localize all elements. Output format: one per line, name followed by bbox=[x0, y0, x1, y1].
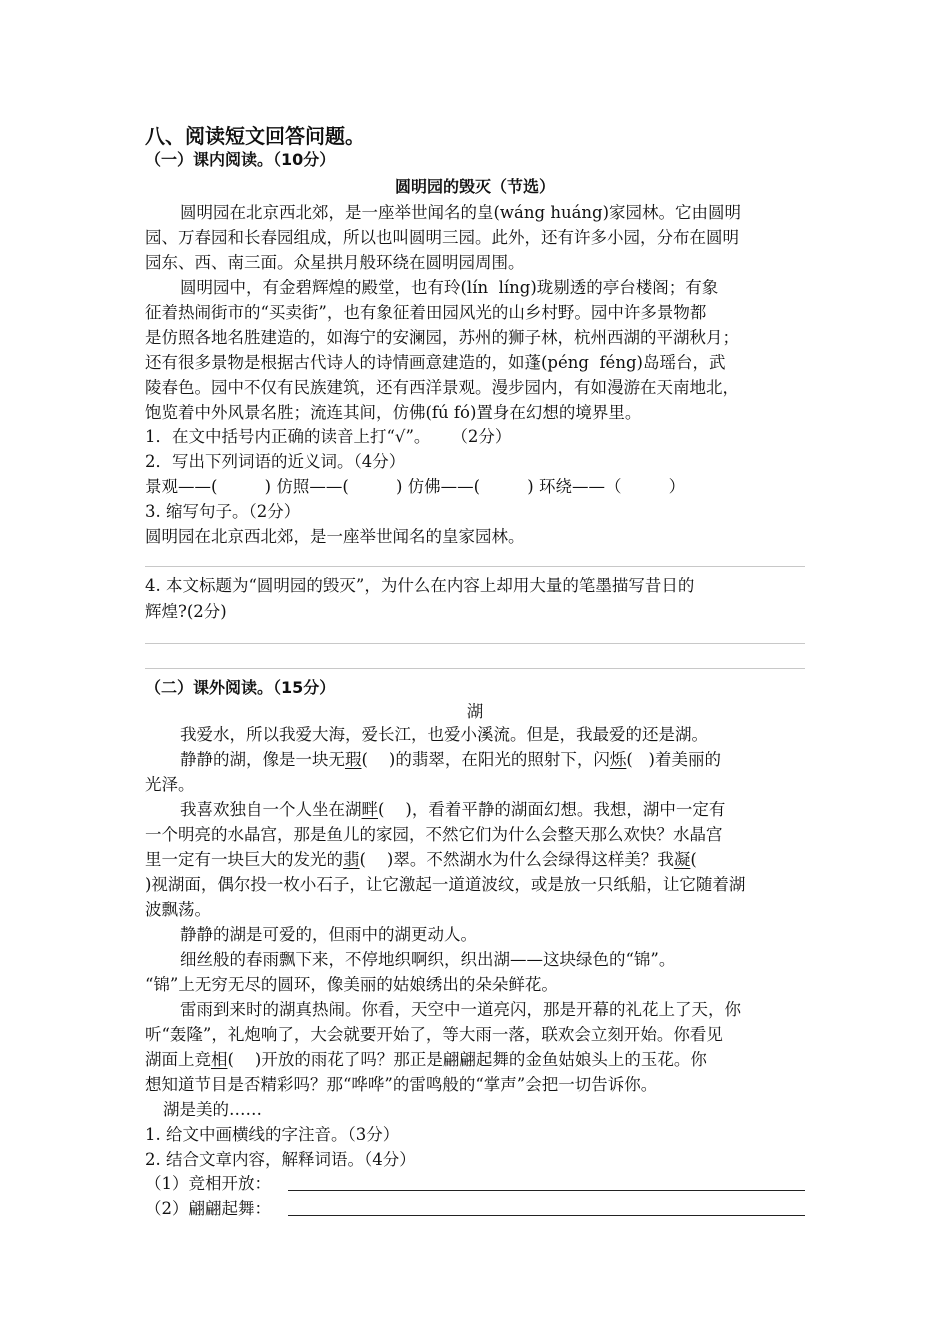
part2-p2-line2: 光泽。 bbox=[145, 775, 195, 794]
part2-p1: 我爱水，所以我爱大海，爱长江，也爱小溪流。但是，我最爱的还是湖。 bbox=[180, 725, 708, 744]
part1-p2-line5: 陵春色。园中不仅有民族建筑，还有西洋景观。漫步园内，有如漫游在天南地北， bbox=[145, 378, 739, 397]
part1-question-1: 1．在文中括号内正确的读音上打“√”。 （2分） bbox=[145, 427, 512, 446]
part1-p1-line1: 圆明园在北京西北郊，是一座举世闻名的皇(wáng huáng)家园林。它由圆明 bbox=[180, 203, 742, 222]
part1-p2-line3: 是仿照各地名胜建造的，如海宁的安澜园，苏州的狮子林，杭州西湖的平湖秋月； bbox=[145, 328, 739, 347]
part2-p3-line1: 我喜欢独自一个人坐在湖畔( )，看着平静的湖面幻想。我想，湖中一定有 bbox=[180, 800, 726, 819]
answer-line[interactable] bbox=[145, 668, 805, 669]
answer-line[interactable] bbox=[145, 566, 805, 567]
part1-question-2-items: 景观——( ) 仿照——( ) 仿佛——( ) 环绕——（ ） bbox=[145, 477, 686, 496]
part2-heading: （二）课外阅读。（15分） bbox=[145, 678, 336, 697]
part2-p3-line4: )视湖面，偶尔投一枚小石子，让它激起一道道波纹，或是放一只纸船，让它随着湖 bbox=[145, 875, 746, 894]
part1-question-3-sentence: 圆明园在北京西北郊，是一座举世闻名的皇家园林。 bbox=[145, 527, 525, 546]
part2-p4: 静静的湖是可爱的，但雨中的湖更动人。 bbox=[180, 925, 477, 944]
part1-heading: （一）课内阅读。（10分） bbox=[145, 150, 336, 169]
part1-p2-line1: 圆明园中，有金碧辉煌的殿堂，也有玲(lín líng)珑剔透的亭台楼阁；有象 bbox=[180, 278, 719, 297]
answer-blank[interactable] bbox=[288, 1215, 805, 1216]
part1-question-2: 2．写出下列词语的近义词。（4分） bbox=[145, 452, 406, 471]
part2-question-2: 2. 结合文章内容，解释词语。（4分） bbox=[145, 1150, 416, 1169]
part1-question-4-line1: 4. 本文标题为“圆明园的毁灭”，为什么在内容上却用大量的笔墨描写昔日的 bbox=[145, 576, 695, 595]
part2-p6-line2: 听“轰隆”，礼炮响了，大会就要开始了，等大雨一落，联欢会立刻开始。你看见 bbox=[145, 1025, 723, 1044]
part1-question-4-line2: 辉煌?(2分) bbox=[145, 602, 227, 621]
part2-p6-line3: 湖面上竞相( )开放的雨花了吗？那正是翩翩起舞的金鱼姑娘头上的玉花。你 bbox=[145, 1050, 707, 1069]
section-title: 八、阅读短文回答问题。 bbox=[145, 124, 365, 148]
part2-p3-line5: 波飘荡。 bbox=[145, 900, 211, 919]
part2-p6-line4: 想知道节目是否精彩吗？那“哗哗”的雷鸣般的“掌声”会把一切告诉你。 bbox=[145, 1075, 658, 1094]
part2-passage-title: 湖 bbox=[466, 702, 484, 721]
underlined-char: 相 bbox=[211, 1050, 228, 1069]
part1-p2-line6: 饱览着中外风景名胜；流连其间，仿佛(fú fó)置身在幻想的境界里。 bbox=[145, 403, 642, 422]
part2-p5-line2: “锦”上无穷无尽的圆环，像美丽的姑娘绣出的朵朵鲜花。 bbox=[145, 975, 558, 994]
answer-blank[interactable] bbox=[288, 1190, 805, 1191]
part1-passage-title: 圆明园的毁灭（节选） bbox=[394, 177, 555, 196]
answer-line[interactable] bbox=[145, 643, 805, 644]
part2-p5-line1: 细丝般的春雨飘下来，不停地织啊织，织出湖——这块绿色的“锦”。 bbox=[180, 950, 676, 969]
part2-p3-line3: 里一定有一块巨大的发光的翡( )翠。不然湖水为什么会绿得这样美？我凝( bbox=[145, 850, 697, 869]
part1-p1-line3: 园东、西、南三面。众星拱月般环绕在圆明园周围。 bbox=[145, 253, 525, 272]
part2-question-2b-label: （2）翩翩起舞： bbox=[145, 1199, 271, 1218]
underlined-char: 翡 bbox=[343, 850, 360, 869]
part2-question-2a-label: （1）竞相开放： bbox=[145, 1174, 271, 1193]
underlined-char: 烁 bbox=[609, 750, 627, 769]
underlined-char: 凝 bbox=[673, 850, 691, 869]
part2-p6-line1: 雷雨到来时的湖真热闹。你看，天空中一道亮闪，那是开幕的礼花上了天，你 bbox=[180, 1000, 741, 1019]
part1-question-3: 3. 缩写句子。（2分） bbox=[145, 502, 301, 521]
part2-p2-line1: 静静的湖，像是一块无瑕( )的翡翠，在阳光的照射下，闪烁( )着美丽的 bbox=[180, 750, 721, 769]
part1-p1-line2: 园、万春园和长春园组成，所以也叫圆明三园。此外，还有许多小园，分布在圆明 bbox=[145, 228, 739, 247]
underlined-char: 畔 bbox=[361, 800, 378, 819]
part1-p2-line4: 还有很多景物是根据古代诗人的诗情画意建造的，如蓬(péng féng)岛瑶台，武 bbox=[145, 353, 726, 372]
part2-p7: 湖是美的…… bbox=[163, 1100, 262, 1119]
underlined-char: 瑕 bbox=[345, 750, 362, 769]
part1-p2-line2: 征着热闹街市的“买卖街”，也有象征着田园风光的山乡村野。园中许多景物都 bbox=[145, 303, 707, 322]
part2-question-1: 1. 给文中画横线的字注音。（3分） bbox=[145, 1125, 400, 1144]
part2-p3-line2: 一个明亮的水晶宫，那是鱼儿的家园，不然它们为什么会整天那么欢快？水晶宫 bbox=[145, 825, 723, 844]
